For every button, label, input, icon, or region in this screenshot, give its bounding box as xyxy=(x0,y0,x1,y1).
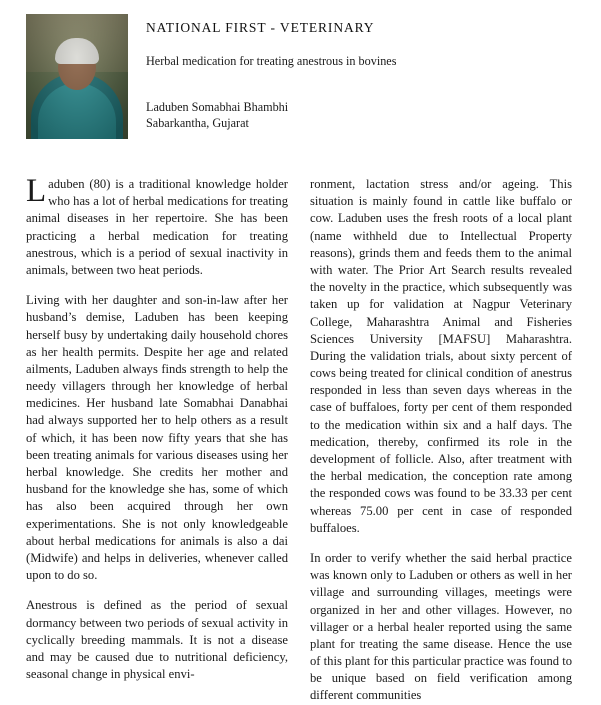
right-column xyxy=(310,176,572,705)
innovator-location: Sabarkantha, Gujarat xyxy=(146,116,249,131)
category-kicker: NATIONAL FIRST - VETERINARY xyxy=(146,20,375,35)
paragraph: Living with her daughter and son-in-law after her husband’s demise, Laduben has been keeping herself busy by undertaking daily household chores as her health permits. Despite her age and related ailments, Laduben always finds strength to help the needy villagers through her knowledge of herbal medicines. Her husband late Somabhai Danabhai had always supported her to help others as a result of which, it has been now fifty years that she has been treating animals for various diseases using her herbal knowledge. She credits her mother and husband for the knowledge she has, some of which has also been acquired through her own experimentations. She is not only knowledgeable about herbal medications for animals is also a dai (Midwife) and helps in deliveries, whenever called upon to do so. xyxy=(26,293,288,583)
article-body xyxy=(26,173,575,705)
header-text-block xyxy=(146,14,575,132)
paragraph: Anestrous is defined as the period of sexual dormancy between two periods of sexual activity in cyclically breeding mammals. It is not a disease and may be caused due to nutritional deficiency, seasonal change in physical envi- xyxy=(26,598,288,682)
innovator-name: Laduben Somabhai Bhambhi xyxy=(146,100,289,114)
photo-vignette xyxy=(26,14,128,139)
paragraph: In order to verify whether the said herbal practice was known only to Laduben or others as well in her village and surrounding villages, meetings were organized in her and other villages. However, no villager or a herbal healer reported using the same plant for treating the same disease. Hence the use of this plant for this particular practice was found to be unique based on field verification among different communities xyxy=(310,550,572,703)
paragraph: ronment, lactation stress and/or ageing. This situation is mainly found in cattle like buffalo or cow. Laduben uses the fresh roots of a local plant (name withheld due to Intellectual Property reasons), grinds them and feeds them to the animal with water. The Prior Art Search results revealed the novelty in the practice, which subsequently was taken up for validation at Nagpur Veterinary College, Maharashtra Animal and Fisheries Sciences University [MAFSU] Maharashtra. During the validation trials, about sixty percent of cows being treated for clinical condition of anestrus responded in less than seven days whereas in the case of buffaloes, forty per cent of them responded to the medication within six and a half days. The medication, thereby, confirmed its role in the development of follicle. Also, after treatment with the herbal medication, the conception rate among the responded cows was found to be 33.33 per cent whereas 75.00 per cent in case of responded buffaloes. xyxy=(310,177,572,535)
article-subtitle: Herbal medication for treating anestrous in bovines xyxy=(146,54,397,68)
left-column xyxy=(26,173,288,705)
paragraph: Laduben (80) is a traditional knowledge holder who has a lot of herbal medications for treating animal diseases in her repertoire. She has been practicing a herbal medication for treating anestrous, which is a period of sexual inactivity in animals, between two heat periods. xyxy=(26,173,288,277)
article-header xyxy=(26,14,575,154)
portrait-photo xyxy=(26,14,128,139)
